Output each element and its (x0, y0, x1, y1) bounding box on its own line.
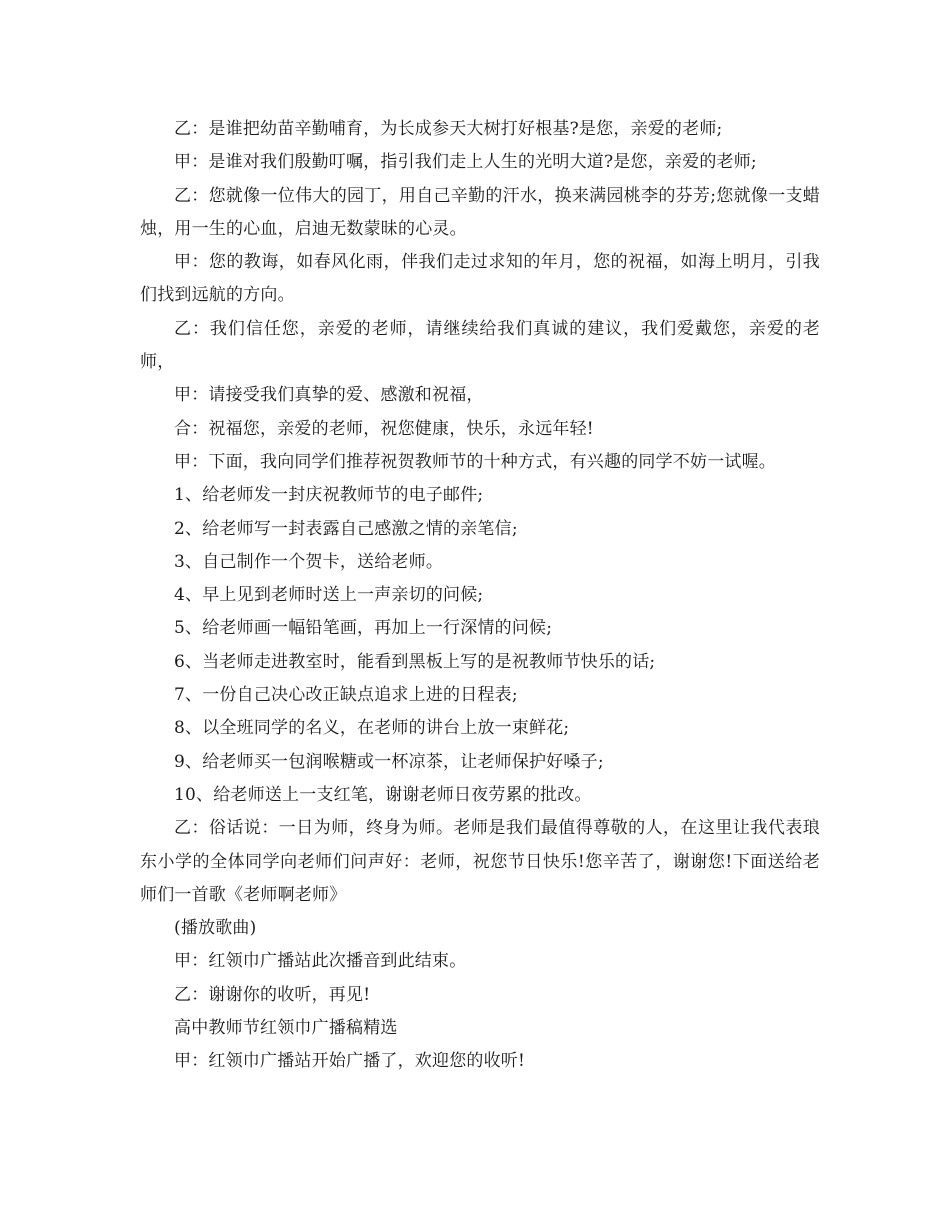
list-item: 5、给老师画一幅铅笔画，再加上一行深情的问候; (174, 618, 553, 639)
paragraph: 甲：请接受我们真挚的爱、感激和祝福， (174, 385, 484, 406)
section-heading: 高中教师节红领巾广播稿精选 (174, 1018, 398, 1039)
list-item: 7、一份自己决心改正缺点追求上进的日程表; (174, 685, 518, 706)
paragraph: 甲：下面，我向同学们推荐祝贺教师节的十种方式，有兴趣的同学不妨一试喔。 (174, 451, 776, 472)
paragraph: (播放歌曲) (174, 918, 257, 939)
paragraph: 合：祝福您，亲爱的老师，祝您健康，快乐，永远年轻! (174, 418, 594, 439)
paragraph: 甲：红领巾广播站此次播音到此结束。 (174, 951, 467, 972)
list-item: 3、自己制作一个贺卡，送给老师。 (174, 551, 444, 572)
paragraph: 乙：您就像一位伟大的园丁，用自己辛勤的汗水，换来满园桃李的芬芳;您就像一支蜡烛，用一生的心血，启迪无数蒙昧的心灵。 (140, 185, 820, 239)
paragraph: 乙：是谁把幼苗辛勤哺育，为长成参天大树打好根基?是您，亲爱的老师; (174, 119, 723, 139)
list-item: 9、给老师买一包润喉糖或一杯凉茶，让老师保护好嗓子; (174, 751, 604, 772)
list-item: 6、当老师走进教室时，能看到黑板上写的是祝教师节快乐的话; (174, 651, 656, 672)
list-item: 8、以全班同学的名义，在老师的讲台上放一束鲜花; (174, 718, 570, 739)
document-body (140, 113, 820, 1079)
paragraph: 乙：俗话说：一日为师，终身为师。老师是我们最值得尊敬的人，在这里让我代表琅东小学的全体同学向老师们问声好：老师，祝您节日快乐!您辛苦了，谢谢您!下面送给老师们一首歌《老师啊老师》 (140, 818, 820, 905)
paragraph: 甲：是谁对我们殷勤叮嘱，指引我们走上人生的光明大道?是您，亲爱的老师; (174, 152, 757, 173)
paragraph: 甲：您的教诲，如春风化雨，伴我们走过求知的年月，您的祝福，如海上明月，引我们找到远航的方向。 (140, 252, 820, 306)
paragraph: 乙：我们信任您，亲爱的老师，请继续给我们真诚的建议，我们爱戴您，亲爱的老师， (140, 318, 820, 373)
list-item: 4、早上见到老师时送上一声亲切的问候; (174, 585, 484, 606)
list-item: 10、给老师送上一支红笔，谢谢老师日夜劳累的批改。 (174, 784, 592, 805)
paragraph: 乙：谢谢你的收听，再见! (174, 984, 371, 1005)
list-item: 2、给老师写一封表露自己感激之情的亲笔信; (174, 518, 518, 539)
list-item: 1、给老师发一封庆祝教师节的电子邮件; (174, 485, 484, 506)
paragraph: 甲：红领巾广播站开始广播了，欢迎您的收听! (174, 1051, 526, 1072)
